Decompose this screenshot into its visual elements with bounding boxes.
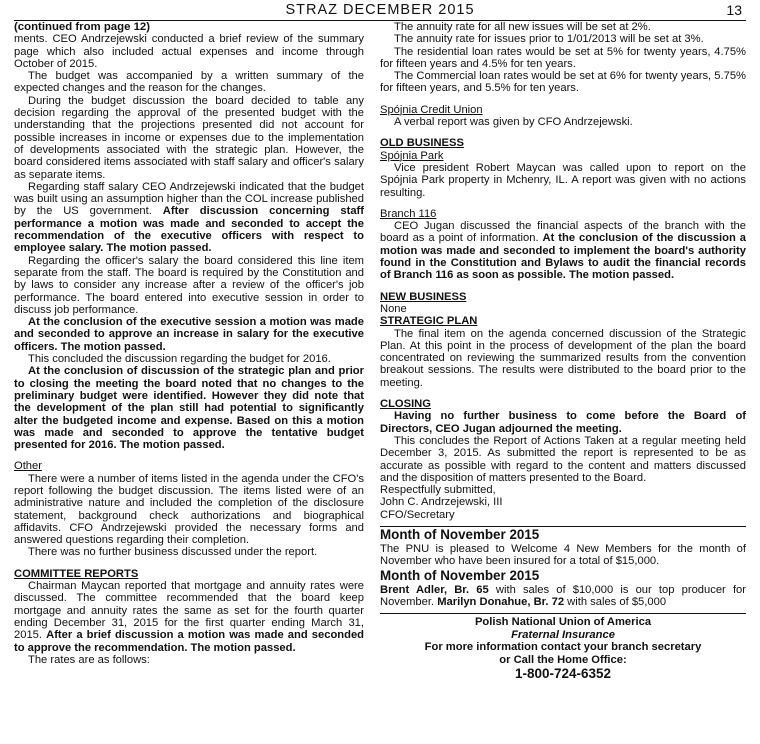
paragraph: During the budget discussion the board decided to table any decision regarding the approval of the presented budget with the understanding that the projections presented did not account for possible increases in income or expenses due to the implementation of developments associated with the strategic plan. However, the board considered items associated with staff salary and officer's salary as separate items. bbox=[14, 94, 364, 181]
motion-paragraph: Having no further business to come before the Board of Directors, CEO Jugan adjourned the meeting. bbox=[380, 410, 746, 435]
organization-tagline: Fraternal Insurance bbox=[511, 628, 615, 641]
paragraph: Vice president Robert Maycan was called upon to report on the Spójnia Park property in Mchenry, IL. A report was given with no actions resulting. bbox=[380, 161, 746, 199]
paragraph: The PNU is pleased to Welcome 4 New Members for the month of November who have been insured for a total of $15,000. bbox=[380, 542, 746, 568]
page-number: 13 bbox=[726, 2, 742, 18]
paragraph bbox=[380, 584, 746, 609]
signer-name: John C. Andrzejewski, III bbox=[380, 496, 503, 509]
paragraph: The rates are as follows: bbox=[28, 653, 150, 666]
producer-name: Marilyn Donahue, Br. 72 bbox=[437, 595, 565, 608]
section-heading-committee-reports: COMMITTEE REPORTS bbox=[14, 567, 139, 580]
contact-info: For more information contact your branch secretary bbox=[424, 641, 702, 654]
section-heading-new-business: NEW BUSINESS bbox=[380, 290, 467, 303]
signer-title: CFO/Secretary bbox=[380, 508, 455, 521]
section-heading-old-business: OLD BUSINESS bbox=[380, 137, 464, 150]
rate-item: The annuity rate for issues prior to 1/01/2013 will be set at 3%. bbox=[394, 33, 704, 46]
paragraph-text: with sales of $10,000 is our top producer for November. bbox=[380, 583, 746, 608]
paragraph: None bbox=[380, 302, 407, 315]
paragraph-text: with sales of $5,000 bbox=[564, 595, 667, 608]
paragraph: The final item on the agenda concerned discussion of the Strategic Plan. At this point in the process of development of the plan the board concentrated on reviewing the summarized results from the convention breakout sessions. The results were distributed to the board prior to the meeting. bbox=[380, 327, 746, 389]
right-column bbox=[380, 21, 746, 682]
publication-title: STRAZ DECEMBER 2015 bbox=[285, 2, 475, 18]
subsection-heading-spojnia-park: Spójnia Park bbox=[380, 149, 444, 162]
section-heading-strategic-plan: STRATEGIC PLAN bbox=[380, 315, 478, 328]
page-header bbox=[14, 2, 746, 21]
paragraph-text: Chairman Maycan reported that mortgage and annuity rates were discussed. The committee recommended that the board keep mortgage and annuity rates the same as set for the fourth quarter ending December 31, 2015 for the first quarter ending March 31, 2015. bbox=[14, 580, 364, 642]
month-heading: Month of November 2015 bbox=[380, 567, 540, 583]
left-column bbox=[14, 21, 364, 666]
pnu-contact-box bbox=[380, 616, 746, 682]
section-heading-closing: CLOSING bbox=[380, 398, 431, 411]
month-heading: Month of November 2015 bbox=[380, 526, 540, 542]
paragraph bbox=[14, 580, 364, 654]
paragraph: A verbal report was given by CFO Andrzejewski. bbox=[394, 116, 633, 129]
section-heading-other: Other bbox=[14, 460, 42, 473]
producer-name: Brent Adler, Br. 65 bbox=[380, 583, 489, 596]
organization-name: Polish National Union of America bbox=[474, 616, 652, 629]
paragraph bbox=[14, 181, 364, 255]
paragraph-text: Regarding staff salary CEO Andrzejewski indicated that the budget was built using an assumption higher than the COL increase published by the US government. bbox=[14, 180, 364, 218]
rate-item: The annuity rate for all new issues will be set at 2%. bbox=[394, 21, 651, 33]
motion-paragraph: At the conclusion of the executive session a motion was made and seconded to approve an increase in salary for the executive officers. The motion passed. bbox=[14, 316, 364, 353]
divider bbox=[380, 613, 746, 614]
paragraph: This concluded the discussion regarding the budget for 2016. bbox=[28, 353, 331, 366]
subsection-heading-branch-116: Branch 116 bbox=[380, 207, 437, 220]
paragraph: There was no further business discussed under the report. bbox=[28, 546, 318, 559]
motion-paragraph: At the conclusion of discussion of the strategic plan and prior to closing the meeting the board noted that no changes to the preliminary budget were identified. However they did note that the development of the plan still had potential to significantly alter the budgeted income and expense. Based on this a motion was made and seconded to approve the tentative budget presented for 2016. The motion passed. bbox=[14, 365, 364, 452]
rate-item: The residential loan rates would be set at 5% for twenty years, 4.75% for fifteen years and 4.5% for ten years. bbox=[380, 45, 746, 70]
paragraph: ments. CEO Andrzejewski conducted a brief review of the summary page which also included actual expenses and income through October of 2015. bbox=[14, 33, 364, 70]
rate-item: The Commercial loan rates would be set at 6% for twenty years, 5.75% for fifteen years, and 5.5% for ten years. bbox=[380, 70, 746, 95]
paragraph: There were a number of items listed in the agenda under the CFO's report following the budget discussion. The items listed were of an administrative nature and included the completion of the disclosure statement, background check authorizations and biographical affidavits. CFO Andrzejewski provided the necessary forms and answered questions regarding their completion. bbox=[14, 472, 364, 547]
paragraph-text: CEO Jugan discussed the financial aspects of the branch with the board as a point of information. bbox=[380, 220, 746, 245]
continued-note: (continued from page 12) bbox=[14, 21, 151, 33]
signoff: Respectfully submitted, bbox=[380, 484, 496, 497]
section-heading-spojnia-credit-union: Spójnia Credit Union bbox=[380, 103, 483, 116]
motion-text: At the conclusion of the discussion a motion was made and seconded to implement the board's authority found in the Constitution and Bylaws to audit the financial records of Branch 116 as soon as possible. The motion passed. bbox=[380, 232, 746, 282]
paragraph: This concludes the Report of Actions Taken at a regular meeting held December 3, 2015. As submitted the report is represented to be as accurate as possible with regard to the content and matters discussed and the disposition of matters presented to the Board. bbox=[380, 434, 746, 484]
motion-text: After a brief discussion a motion was made and seconded to approve the recommendation. The motion passed. bbox=[14, 629, 364, 654]
phone-number: 1-800-724-6352 bbox=[514, 666, 612, 682]
motion-text: After discussion concerning staff performance a motion was made and seconded to accept the recommendation of the executive officers with respect to employee salary. The motion passed. bbox=[14, 205, 364, 255]
paragraph bbox=[380, 220, 746, 281]
paragraph: Regarding the officer's salary the board considered this line item separate from the staff. The board is required by the Constitution and by laws to consider any increase after a review of the officer's job performance. The board entered into executive session in order to discuss job performance. bbox=[14, 254, 364, 316]
contact-info: or Call the Home Office: bbox=[499, 653, 627, 666]
paragraph: The budget was accompanied by a written summary of the expected changes and the reason for the changes. bbox=[14, 70, 364, 95]
